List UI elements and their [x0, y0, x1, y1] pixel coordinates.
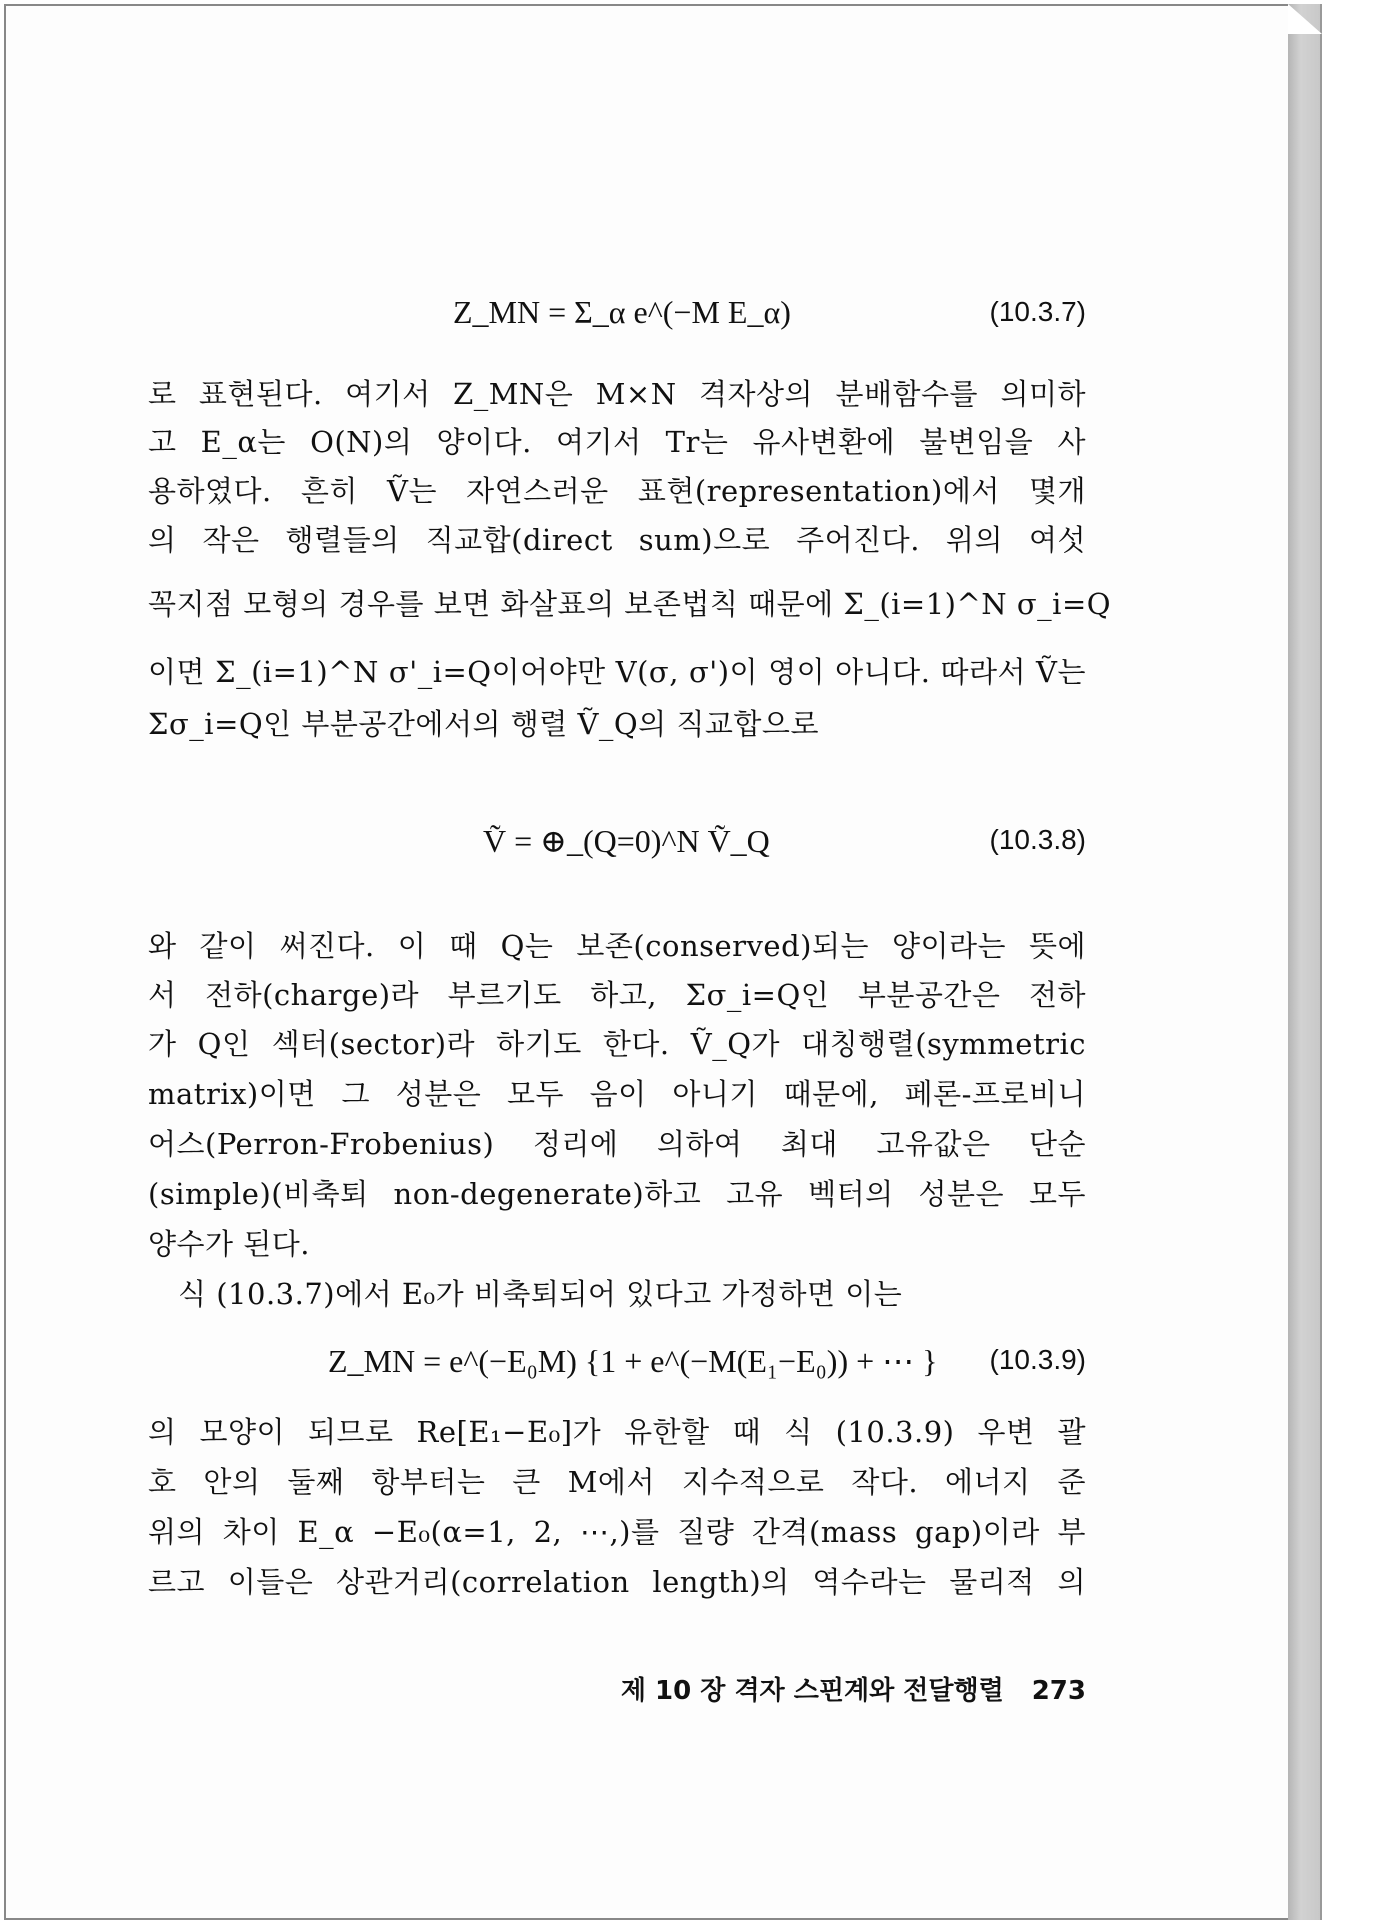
text-line: 서 전하(charge)라 부르기도 하고, Σσ_i=Q인 부분공간은 전하	[148, 978, 1086, 1012]
equation-number: (10.3.7)	[989, 296, 1086, 327]
text-line: 가 Q인 섹터(sector)라 하기도 한다. Ṽ_Q가 대칭행렬(symmetric	[148, 1027, 1086, 1061]
text-line: 로 표현된다. 여기서 Z_MN은 M×N 격자상의 분배함수를 의미하	[148, 377, 1086, 411]
equation-10-3-7	[148, 290, 1086, 350]
page-number: 273	[1031, 1676, 1086, 1706]
text-line: 의 작은 행렬들의 직교합(direct sum)으로 주어진다. 위의 여섯	[148, 523, 1086, 557]
equation-formula: Ṽ = ⊕_(Q=0)^N Ṽ_Q	[483, 823, 770, 859]
text-line: matrix)이면 그 성분은 모두 음이 아니기 때문에, 페론-프로비니	[148, 1077, 1086, 1111]
equation-number: (10.3.8)	[989, 824, 1086, 855]
text-line: 와 같이 써진다. 이 때 Q는 보존(conserved)되는 양이라는 뜻에	[148, 929, 1086, 963]
text-line: 용하였다. 흔히 Ṽ는 자연스러운 표현(representation)에서 몇개	[148, 474, 1086, 508]
chapter-title: 제 10 장 격자 스핀계와 전달행렬	[620, 1676, 1004, 1706]
text-line: 위의 차이 E_α −E₀(α=1, 2, ⋯,)를 질량 간격(mass gap)이라 부	[148, 1515, 1086, 1549]
equation-10-3-9	[148, 1338, 1086, 1398]
text-line: 의 모양이 되므로 Re[E₁−E₀]가 유한할 때 식 (10.3.9) 우변 괄	[148, 1415, 1086, 1449]
text-line: 호 안의 둘째 항부터는 큰 M에서 지수적으로 작다. 에너지 준	[148, 1465, 1086, 1499]
text-line: (simple)(비축퇴 non-degenerate)하고 고유 벡터의 성분은 모두	[148, 1177, 1086, 1211]
text-line: 이면 Σ_(i=1)^N σ'_i=Q이어야만 V(σ, σ')이 영이 아니다. 따라서 Ṽ는	[148, 655, 1086, 689]
text-line: Σσ_i=Q인 부분공간에서의 행렬 Ṽ_Q의 직교합으로	[148, 707, 819, 741]
equation-number: (10.3.9)	[989, 1344, 1086, 1375]
page-footer	[148, 1670, 1086, 1707]
equation-formula: Z_MN = Σ_α e^(−M E_α)	[453, 294, 791, 330]
text-line: 식 (10.3.7)에서 E₀가 비축퇴되어 있다고 가정하면 이는	[178, 1277, 903, 1311]
text-line: 양수가 된다.	[148, 1227, 311, 1261]
text-line: 르고 이들은 상관거리(correlation length)의 역수라는 물리적 의	[148, 1565, 1086, 1599]
page-edge	[1288, 4, 1322, 1920]
text-line: 꼭지점 모형의 경우를 보면 화살표의 보존법칙 때문에 Σ_(i=1)^N σ_i=Q	[148, 587, 1112, 621]
equation-10-3-8	[148, 818, 1086, 878]
text-line: 어스(Perron-Frobenius) 정리에 의하여 최대 고유값은 단순	[148, 1127, 1086, 1161]
text-line: 고 E_α는 O(N)의 양이다. 여기서 Tr는 유사변환에 불변임을 사	[148, 425, 1086, 459]
equation-formula: Z_MN = e^(−E₀M) {1 + e^(−M(E₁−E₀)) + ⋯ }	[328, 1343, 938, 1379]
